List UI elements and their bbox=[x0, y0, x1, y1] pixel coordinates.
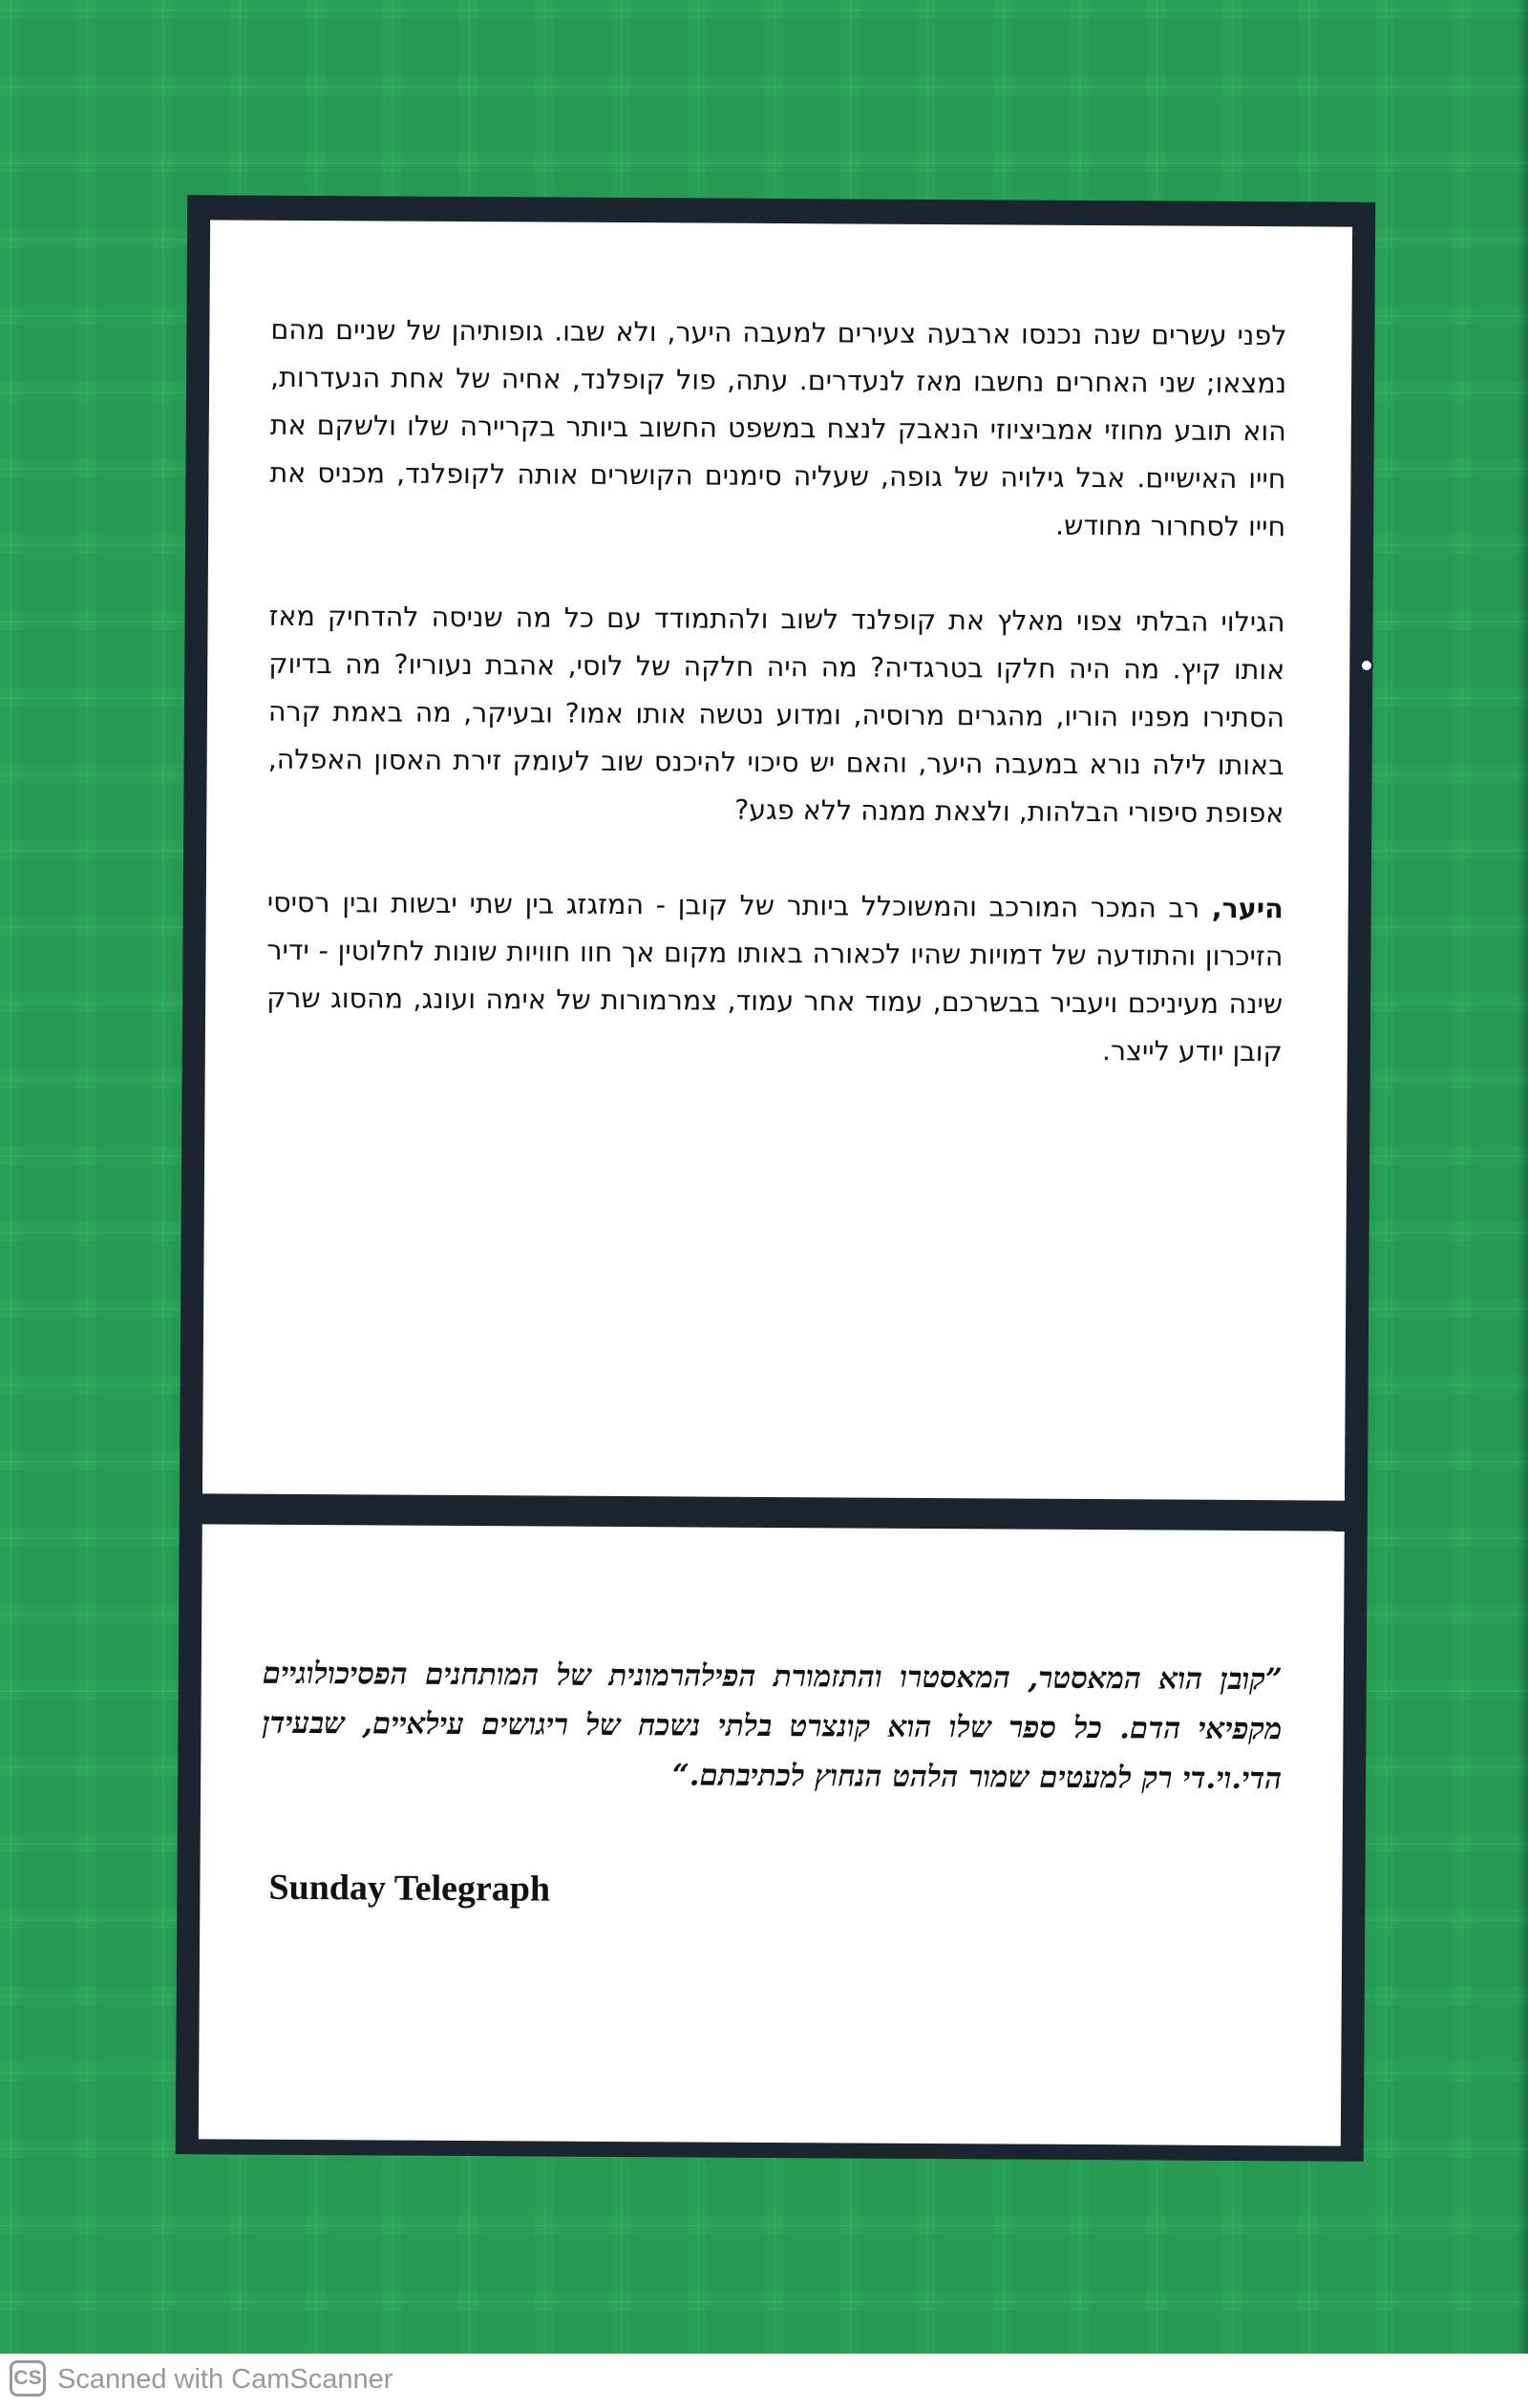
synopsis-paragraph-2: הגילוי הבלתי צפוי מאלץ את קופלנד לשוב ולהתמודד עם כל מה שניסה להדחיק מאז אותו קיץ. מה היה חלקו בטרגדיה? מה היה חלקה של לוסי, אהבת נעוריו? מה בדיוק הסתירו מפניו הוריו, מהגרים מרוסיה, ומדוע נטשה אותו אמו? ובעיקר, מה באמת קרה באותו לילה נורא במעבה היער, והאם יש סיכוי להיכנס שוב לעומק זירת האסון האפלה, אפופת סיפורי הבלהות, ולצאת ממנה ללא פגע? bbox=[267, 600, 1285, 830]
synopsis-paragraph-3-rest: רב המכר המורכב והמשוכלל ביותר של קובן - המזגזג בין שתי יבשות ובין רסיסי הזיכרון והתודעה של דמויות שהיו לכאורה באותו מקום אך חוו חוויות שונות לחלוטין - ידיר שינה מעיניכם ויעביר בבשרכם, עמוד אחר עמוד, צמרמורות של אימה ועונג, מהסוג שרק קובן יודע לייצר. bbox=[266, 886, 1284, 1068]
synopsis-panel bbox=[202, 220, 1352, 1500]
cover-edge-shadow bbox=[1517, 0, 1528, 2354]
scanner-watermark bbox=[0, 2354, 1528, 2408]
review-source: Sunday Telegraph bbox=[268, 1867, 551, 1910]
synopsis-paragraph-3 bbox=[266, 879, 1284, 1076]
synopsis-paragraph-1: לפני עשרים שנה נכנסו ארבעה צעירים למעבה היער, ולא שבו. גופותיהן של שניים מהם נמצאו; שני האחרים נחשבו מאז לנעדרים. עתה, פול קופלנד, אחיה של אחת הנעדרות, הוא תובע מחוזי אמביציוזי הנאבק לנצח במשפט החשוב ביותר בקריירה שלו ולשקם את חייו האישיים. אבל גילויה של גופה, שעליה סימנים הקושרים אותה לקופלנד, מכניס את חייו לסחרור מחודש. bbox=[269, 313, 1287, 543]
review-quote: ”קובן הוא המאסטר, המאסטרו והתזמורת הפילהרמונית של המותחנים הפסיכולוגיים מקפיאי הדם. כל ספר שלו הוא קונצרט בלתי נשכח של ריגושים עילאיים, שבעידן הדי.וי.די רק למעטים שמור הלהט הנחוץ לכתיבתם.“ bbox=[262, 1656, 1283, 1797]
watermark-text: Scanned with CamScanner bbox=[57, 2364, 393, 2395]
review-panel bbox=[199, 1524, 1345, 2145]
synopsis-text bbox=[266, 306, 1287, 1076]
text-frame bbox=[176, 195, 1376, 2162]
cover-hole bbox=[1360, 659, 1373, 672]
book-title-word: היער, bbox=[1211, 892, 1284, 925]
camscanner-logo-icon: CS bbox=[10, 2360, 46, 2397]
